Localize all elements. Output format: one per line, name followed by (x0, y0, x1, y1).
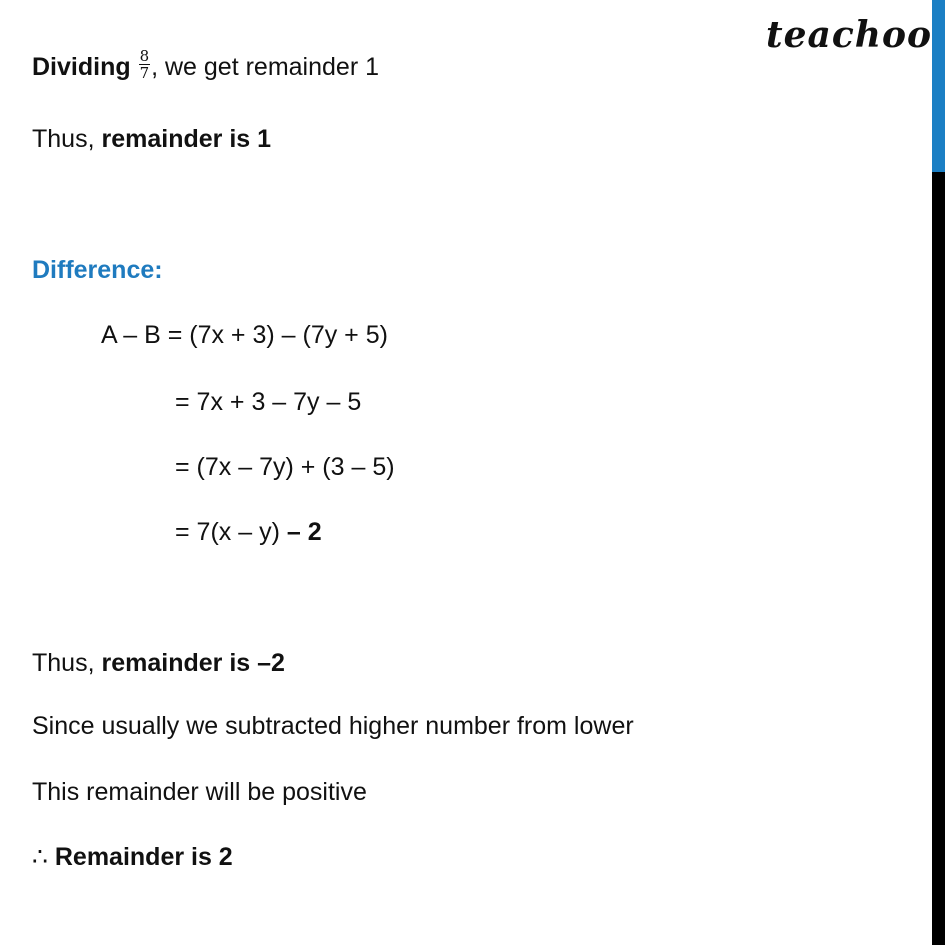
thus-remainder-neg2 (32, 648, 285, 678)
equation-line-4-plain: = 7(x – y) (175, 518, 287, 546)
remainder-neg2-text: remainder is –2 (101, 649, 285, 677)
remainder-1-text: remainder is 1 (101, 125, 272, 153)
fraction-8-7 (139, 48, 151, 81)
dividing-line (32, 47, 380, 85)
conclusion-text: Remainder is 2 (54, 843, 233, 871)
sidebar-accent-bar (932, 0, 945, 172)
conclusion-line (32, 842, 233, 872)
equation-line-1: A – B = (7x + 3) – (7y + 5) (101, 321, 388, 349)
difference-heading: Difference: (32, 256, 163, 284)
dividing-rest: , we get remainder 1 (151, 53, 380, 82)
thus-remainder-1 (32, 124, 271, 154)
thus-prefix-2: Thus, (32, 649, 102, 677)
since-line: Since usually we subtracted higher number from lower (32, 712, 634, 740)
therefore-icon: ∴ (32, 843, 55, 871)
teachoo-logo: teachoo (766, 14, 932, 56)
fraction-numerator: 8 (139, 47, 150, 65)
equation-line-4-bold: – 2 (286, 518, 322, 546)
thus-prefix: Thus, (32, 125, 102, 153)
positive-line: This remainder will be positive (32, 778, 367, 806)
equation-line-3: = (7x – 7y) + (3 – 5) (175, 453, 395, 481)
equation-line-2: = 7x + 3 – 7y – 5 (175, 388, 362, 416)
dividing-label: Dividing (32, 53, 131, 82)
fraction-denominator: 7 (139, 64, 150, 82)
equation-line-4 (175, 517, 322, 547)
